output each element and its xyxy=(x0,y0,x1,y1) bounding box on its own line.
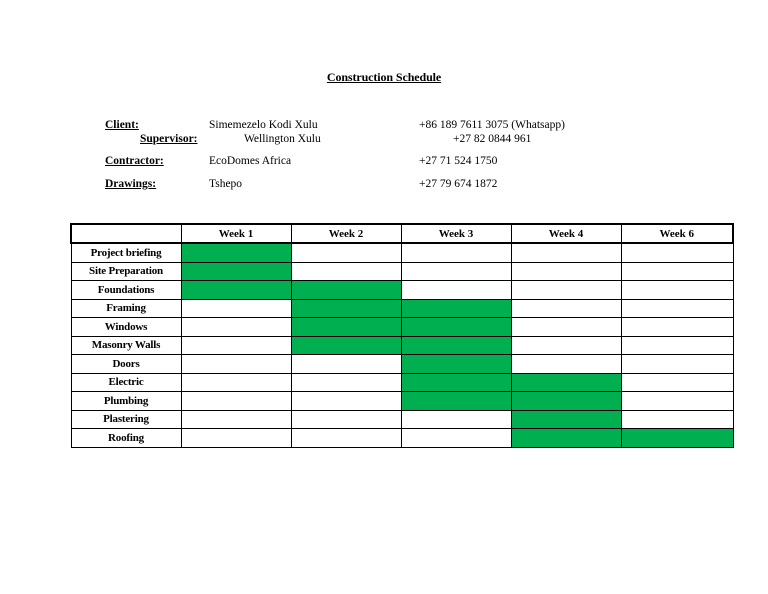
task-name: Plumbing xyxy=(71,392,181,411)
schedule-cell xyxy=(291,392,401,411)
week-header: Week 3 xyxy=(401,224,511,243)
schedule-cell xyxy=(181,410,291,429)
schedule-cell xyxy=(621,299,733,318)
page-title: Construction Schedule xyxy=(326,70,442,84)
supervisor-label: Supervisor: xyxy=(140,133,198,145)
week-header: Week 4 xyxy=(511,224,621,243)
drawings-phone: +27 79 674 1872 xyxy=(419,178,498,190)
schedule-cell xyxy=(511,336,621,355)
table-row xyxy=(71,336,733,355)
schedule-cell xyxy=(511,262,621,281)
schedule-cell-active xyxy=(511,373,621,392)
task-name: Framing xyxy=(71,299,181,318)
schedule-cell xyxy=(511,318,621,337)
schedule-cell xyxy=(291,355,401,374)
schedule-cell-active xyxy=(511,392,621,411)
schedule-cell xyxy=(621,336,733,355)
week-header: Week 6 xyxy=(621,224,733,243)
table-row xyxy=(71,373,733,392)
task-name: Roofing xyxy=(71,429,181,448)
schedule-cell-active xyxy=(181,281,291,300)
schedule-cell xyxy=(511,299,621,318)
supervisor-row xyxy=(0,133,768,147)
schedule-cell xyxy=(401,429,511,448)
schedule-cell xyxy=(621,281,733,300)
schedule-cell xyxy=(621,262,733,281)
table-row xyxy=(71,355,733,374)
schedule-cell xyxy=(621,392,733,411)
week-header: Week 2 xyxy=(291,224,401,243)
task-name: Project briefing xyxy=(71,243,181,262)
schedule-cell xyxy=(181,336,291,355)
task-name: Site Preparation xyxy=(71,262,181,281)
schedule-cell-active xyxy=(291,336,401,355)
schedule-header-row xyxy=(71,224,733,243)
schedule-cell-active xyxy=(291,299,401,318)
schedule-cell xyxy=(621,410,733,429)
schedule-cell xyxy=(401,262,511,281)
table-row xyxy=(71,392,733,411)
task-name: Masonry Walls xyxy=(71,336,181,355)
task-name: Foundations xyxy=(71,281,181,300)
schedule-cell xyxy=(511,281,621,300)
schedule-cell-active xyxy=(181,262,291,281)
table-row xyxy=(71,429,733,448)
task-name: Doors xyxy=(71,355,181,374)
schedule-cell-active xyxy=(401,299,511,318)
supervisor-name: Wellington Xulu xyxy=(244,133,321,145)
schedule-cell xyxy=(511,355,621,374)
task-name: Windows xyxy=(71,318,181,337)
drawings-row xyxy=(0,178,768,192)
schedule-table xyxy=(70,223,734,448)
drawings-name: Tshepo xyxy=(209,178,243,190)
schedule-cell xyxy=(181,355,291,374)
schedule-cell-active xyxy=(401,392,511,411)
schedule-cell-active xyxy=(511,429,621,448)
schedule-cell xyxy=(291,410,401,429)
schedule-cell xyxy=(181,299,291,318)
schedule-cell xyxy=(181,373,291,392)
schedule-cell-active xyxy=(401,318,511,337)
client-row xyxy=(0,119,768,133)
schedule-body xyxy=(71,243,733,447)
schedule-cell-active xyxy=(401,336,511,355)
week-header: Week 1 xyxy=(181,224,291,243)
schedule-corner-cell xyxy=(71,224,181,243)
schedule-cell xyxy=(291,429,401,448)
contractor-label: Contractor: xyxy=(105,155,164,167)
schedule-cell-active xyxy=(181,243,291,262)
schedule-cell-active xyxy=(291,281,401,300)
task-name: Plastering xyxy=(71,410,181,429)
schedule-cell xyxy=(181,318,291,337)
contractor-row xyxy=(0,155,768,169)
schedule-cell xyxy=(401,243,511,262)
contractor-phone: +27 71 524 1750 xyxy=(419,155,498,167)
supervisor-phone: +27 82 0844 961 xyxy=(453,133,532,145)
schedule-cell xyxy=(181,392,291,411)
schedule-cell-active xyxy=(511,410,621,429)
contractor-name: EcoDomes Africa xyxy=(209,155,292,167)
table-row xyxy=(71,410,733,429)
table-row xyxy=(71,318,733,337)
schedule-cell xyxy=(621,243,733,262)
schedule-cell xyxy=(621,318,733,337)
schedule-cell-active xyxy=(291,318,401,337)
schedule-cell xyxy=(401,410,511,429)
schedule-cell-active xyxy=(401,355,511,374)
client-name: Simemezelo Kodi Xulu xyxy=(209,119,318,131)
schedule-cell xyxy=(511,243,621,262)
task-name: Electric xyxy=(71,373,181,392)
schedule-cell xyxy=(621,355,733,374)
table-row xyxy=(71,262,733,281)
schedule-cell-active xyxy=(621,429,733,448)
table-row xyxy=(71,243,733,262)
schedule-cell xyxy=(291,373,401,392)
client-label: Client: xyxy=(105,119,139,131)
table-row xyxy=(71,299,733,318)
client-phone: +86 189 7611 3075 (Whatsapp) xyxy=(419,119,565,131)
table-row xyxy=(71,281,733,300)
schedule-cell xyxy=(181,429,291,448)
drawings-label: Drawings: xyxy=(105,178,157,190)
schedule-cell xyxy=(401,281,511,300)
schedule-cell xyxy=(291,243,401,262)
schedule-cell xyxy=(621,373,733,392)
schedule-cell xyxy=(291,262,401,281)
schedule-cell-active xyxy=(401,373,511,392)
